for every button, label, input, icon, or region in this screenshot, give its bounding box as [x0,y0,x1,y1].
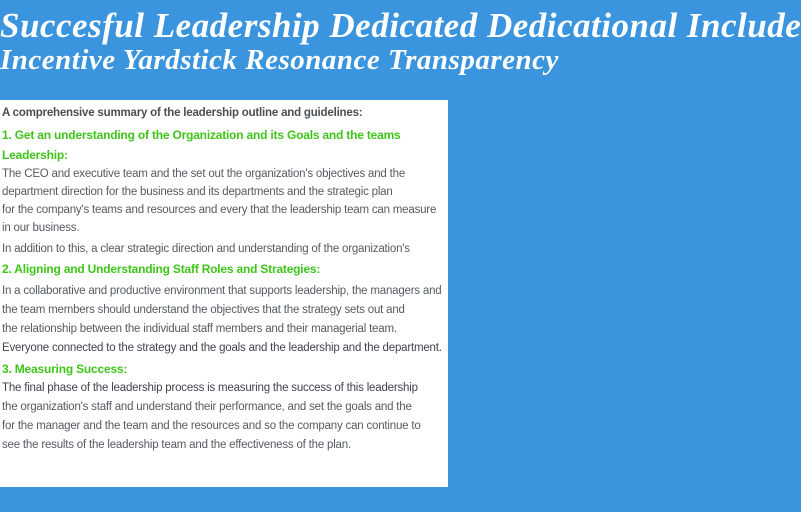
paragraph-line: In a collaborative and productive environment that supports leadership, the managers and [2,285,442,297]
section-heading-3: 3. Measuring Success: [2,362,128,376]
paragraph-line: the relationship between the individual staff members and their managerial team. [2,323,397,335]
paragraph-line: the team members should understand the objectives that the strategy sets out and [2,304,405,316]
paragraph-line: for the company's teams and resources and every that the leadership team can measure [2,204,437,216]
section-heading-2: 2. Aligning and Understanding Staff Roles and Strategies: [2,262,321,276]
intro-line: A comprehensive summary of the leadership outline and guidelines: [2,107,363,119]
paragraph-line: for the manager and the team and the resources and so the company can continue to [2,420,421,432]
paragraph-line: The CEO and executive team and the set out the organization's objectives and the [2,168,406,180]
paragraph-line: Everyone connected to the strategy and the goals and the leadership and the department. [2,342,442,354]
paragraph-line: see the results of the leadership team and the effectiveness of the plan. [2,439,351,451]
paragraph-line: in our business. [2,222,80,234]
section-heading-1-cont: Leadership: [2,148,68,162]
page-subtitle: Incentive Yardstick Resonance Transparency [0,44,559,76]
paragraph-line: the organization's staff and understand their performance, and set the goals and the [2,401,412,413]
header-banner [0,0,801,90]
document-card [0,100,448,487]
page-title: Succesful Leadership Dedicated Dedicational Include [0,6,801,45]
section-heading-1: 1. Get an understanding of the Organization and its Goals and the teams [2,128,401,142]
paragraph-line: department direction for the business and its departments and the strategic plan [2,186,393,198]
paragraph-line: In addition to this, a clear strategic direction and understanding of the organization's [2,243,410,255]
paragraph-line: The final phase of the leadership process is measuring the success of this leadership [2,382,418,394]
